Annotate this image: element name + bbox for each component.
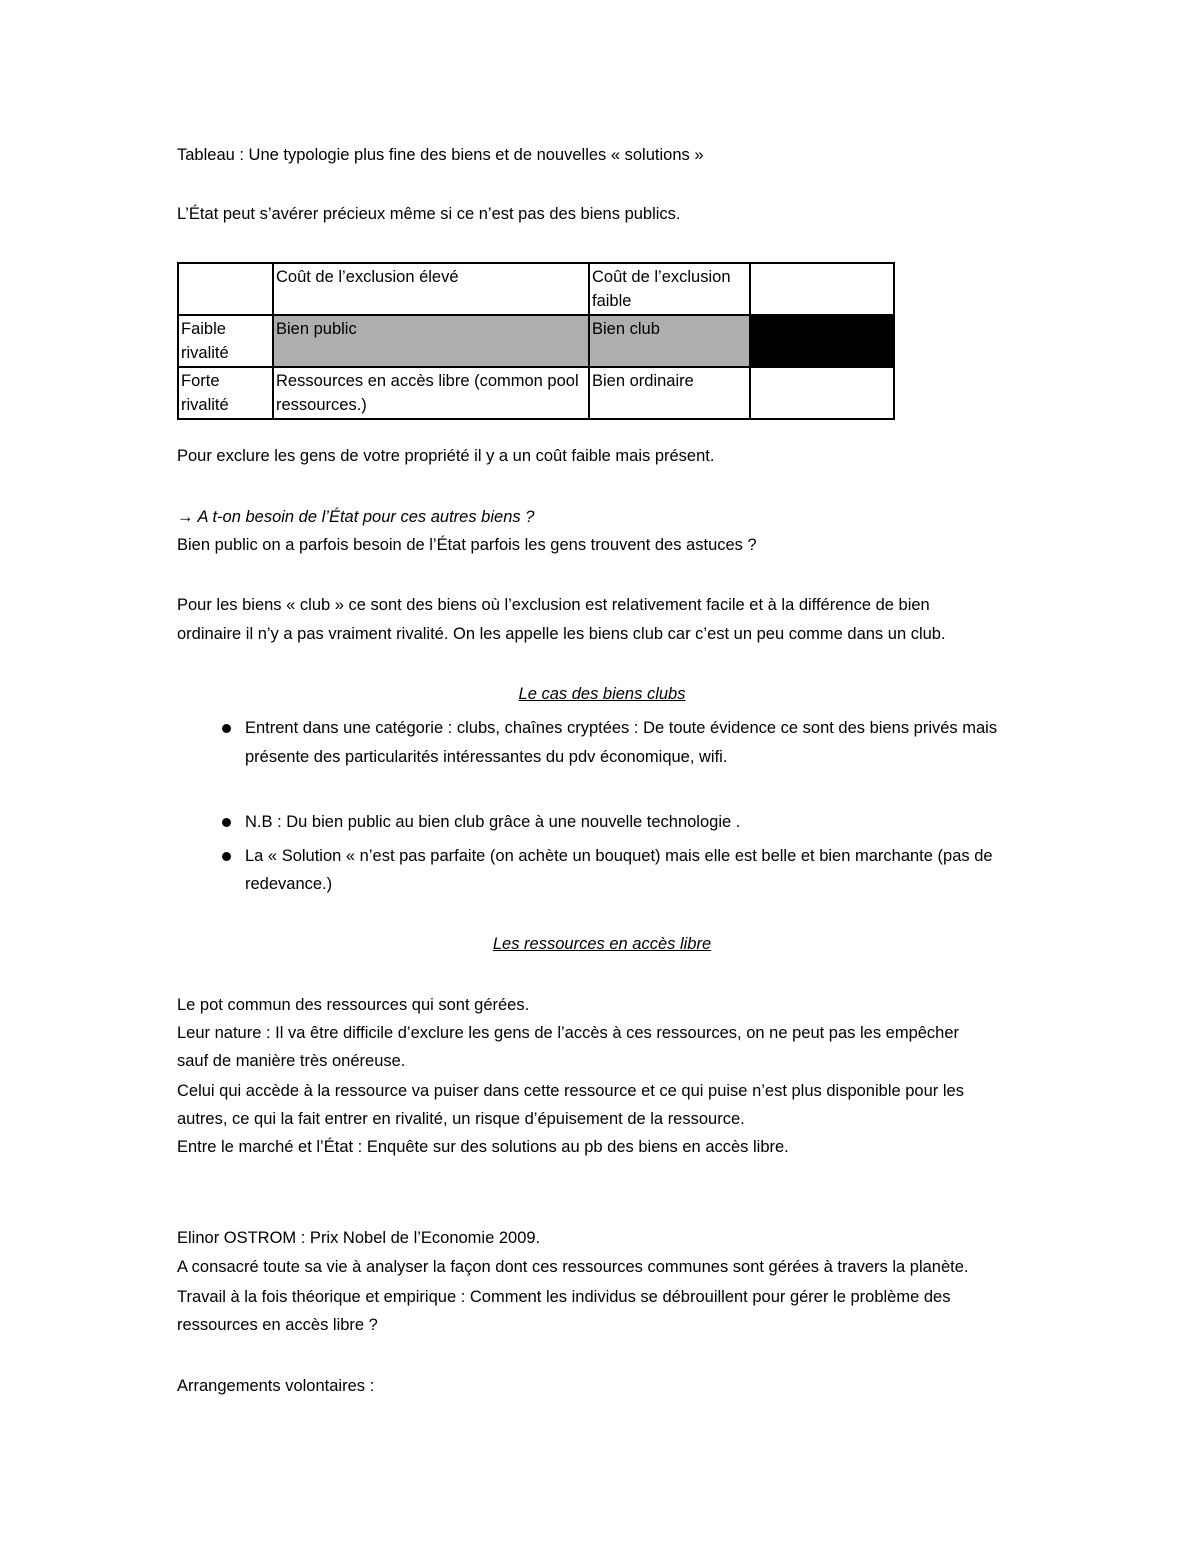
ostrom-line: ressources en accès libre ? bbox=[177, 1316, 378, 1334]
question-line: → A t-on besoin de l’État pour ces autres biens ? bbox=[177, 508, 535, 526]
bullet-list bbox=[177, 808, 1037, 899]
bullet-icon bbox=[222, 724, 231, 733]
table-row-header: Faible rivalité bbox=[178, 315, 273, 367]
section-heading-libre bbox=[177, 930, 1027, 959]
libre-line: autres, ce qui la fait entrer en rivalité, un risque d’épuisement de la ressource. bbox=[177, 1110, 745, 1128]
ostrom-line: Elinor OSTROM : Prix Nobel de l’Economie 2009. bbox=[177, 1229, 541, 1247]
table-header-cell: Coût de l’exclusion faible bbox=[589, 263, 750, 315]
table-cell: Ressources en accès libre (common pool ressources.) bbox=[273, 367, 589, 419]
exclusion-cost-paragraph: Pour exclure les gens de votre propriété il y a un coût faible mais présent. bbox=[177, 447, 715, 465]
bullet-icon bbox=[222, 852, 231, 861]
libre-line: Celui qui accède à la ressource va puiser dans cette ressource et ce qui puise n’est plus disponible pour les bbox=[177, 1082, 964, 1100]
table-header-row bbox=[178, 263, 894, 315]
table-cell bbox=[178, 263, 273, 315]
list-item bbox=[177, 842, 1037, 899]
club-paragraph-line: Pour les biens « club » ce sont des biens où l’exclusion est relativement facile et à la différence de bien bbox=[177, 596, 930, 614]
document-title: Tableau : Une typologie plus fine des biens et de nouvelles « solutions » bbox=[177, 146, 704, 164]
table-header-cell: Coût de l’exclusion élevé bbox=[273, 263, 589, 315]
table-cell: Bien club bbox=[589, 315, 750, 367]
ostrom-line: A consacré toute sa vie à analyser la façon dont ces ressources communes sont gérées à travers la planète. bbox=[177, 1258, 969, 1276]
libre-line: Entre le marché et l’État : Enquête sur des solutions au pb des biens en accès libre. bbox=[177, 1138, 789, 1156]
arrangements-line: Arrangements volontaires : bbox=[177, 1377, 375, 1395]
table-cell: Bien ordinaire bbox=[589, 367, 750, 419]
table-cell bbox=[750, 263, 894, 315]
table-cell: Bien public bbox=[273, 315, 589, 367]
table-cell bbox=[750, 315, 894, 367]
table-row bbox=[178, 315, 894, 367]
intro-paragraph: L’État peut s’avérer précieux même si ce n’est pas des biens publics. bbox=[177, 205, 681, 223]
libre-line: Le pot commun des ressources qui sont gérées. bbox=[177, 996, 530, 1014]
table-row bbox=[178, 367, 894, 419]
list-item-text: N.B : Du bien public au bien club grâce à une nouvelle technologie . bbox=[245, 813, 741, 831]
list-item bbox=[177, 808, 1037, 837]
list-item-text: La « Solution « n’est pas parfaite (on achète un bouquet) mais elle est belle et bien marchante (pas de redevance.) bbox=[245, 846, 993, 893]
section-heading-clubs bbox=[177, 680, 1027, 709]
libre-line: Leur nature : Il va être difficile d’exclure les gens de l’accès à ces ressources, on ne peut pas les empêcher bbox=[177, 1024, 960, 1042]
section-heading-text: Le cas des biens clubs bbox=[518, 685, 686, 703]
section-heading-text: Les ressources en accès libre bbox=[492, 935, 712, 953]
list-item bbox=[177, 714, 1037, 771]
table-row-header: Forte rivalité bbox=[178, 367, 273, 419]
club-paragraph-line: ordinaire il n’y a pas vraiment rivalité. On les appelle les biens club car c’est un peu comme dans un club. bbox=[177, 625, 946, 643]
list-item-text: Entrent dans une catégorie : clubs, chaînes cryptées : De toute évidence ce sont des biens privés mais présente des particularités intéressantes du pdv économique, wifi. bbox=[245, 719, 998, 766]
ostrom-line: Travail à la fois théorique et empirique : Comment les individus se débrouillent pour gérer le problème des bbox=[177, 1288, 951, 1306]
table-cell bbox=[750, 367, 894, 419]
goods-typology-table bbox=[177, 262, 895, 420]
libre-line: sauf de manière très onéreuse. bbox=[177, 1052, 406, 1070]
bullet-icon bbox=[222, 818, 231, 827]
answer-line: Bien public on a parfois besoin de l’État parfois les gens trouvent des astuces ? bbox=[177, 536, 757, 554]
bullet-list bbox=[177, 714, 1037, 771]
